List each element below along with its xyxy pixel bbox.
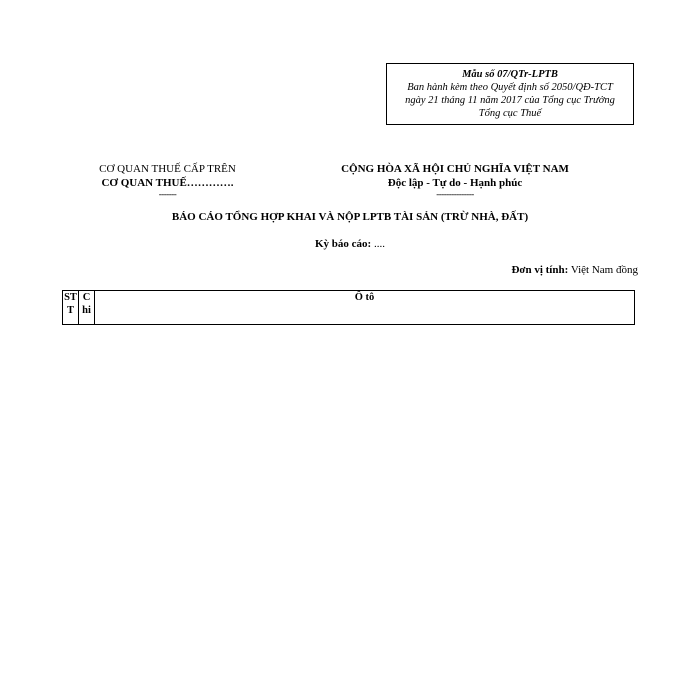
report-title: BÁO CÁO TỔNG HỢP KHAI VÀ NỘP LPTB TÀI SẢN (TRỪ NHÀ, ĐẤT) xyxy=(171,211,529,223)
form-number-box xyxy=(386,63,634,125)
stt-line1: ST xyxy=(64,292,77,303)
form-code: Mẫu số 07/QTr-LPTB xyxy=(462,69,558,80)
column-header-chi xyxy=(79,291,95,325)
unit-value: Việt Nam đồng xyxy=(570,264,638,276)
motto-divider: --------------- xyxy=(436,189,474,199)
period-value: .... xyxy=(373,238,385,250)
superior-agency: CƠ QUAN THUẾ CẤP TRÊN xyxy=(99,163,236,175)
unit-label: Đơn vị tính: xyxy=(511,264,569,276)
form-decision-line: Ban hành kèm theo Quyết định số 2050/QĐ-TCT xyxy=(407,82,613,93)
report-period xyxy=(60,238,640,250)
currency-unit xyxy=(511,264,638,276)
report-table xyxy=(62,290,635,325)
column-header-oto: Ô tô xyxy=(95,291,635,325)
form-date-line: ngày 21 tháng 11 năm 2017 của Tổng cục Trưởng xyxy=(405,95,615,106)
agency-divider: ------- xyxy=(158,189,177,199)
column-header-stt xyxy=(63,291,79,325)
table-header-row xyxy=(63,291,635,325)
tax-agency: CƠ QUAN THUẾ…………. xyxy=(101,177,234,189)
agency-header xyxy=(80,162,255,199)
period-label: Kỳ báo cáo: xyxy=(315,238,372,250)
country-name: CỘNG HÒA XÃ HỘI CHỦ NGHĨA VIỆT NAM xyxy=(341,163,569,175)
chi-line2: hi xyxy=(82,305,91,316)
national-motto: Độc lập - Tự do - Hạnh phúc xyxy=(387,177,523,189)
national-header xyxy=(325,162,585,199)
stt-line2: T xyxy=(66,305,74,316)
form-authority-line: Tổng cục Thuế xyxy=(478,108,542,119)
chi-line1: C xyxy=(82,292,91,303)
